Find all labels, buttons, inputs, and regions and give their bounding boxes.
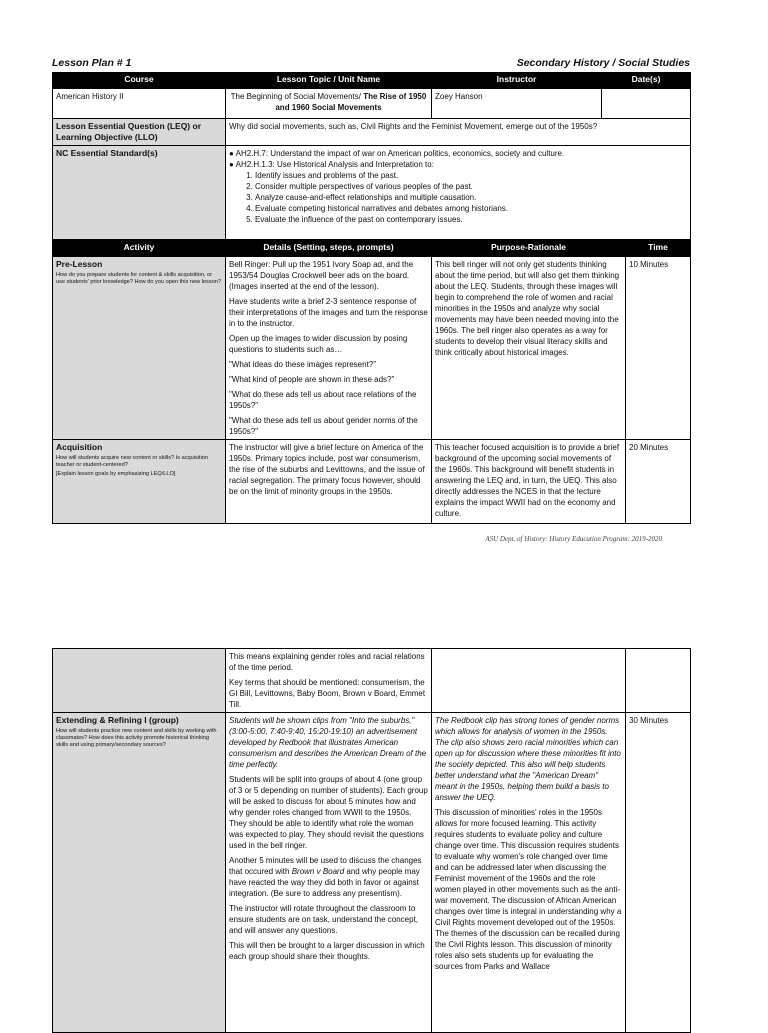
- activity-header-row: [53, 241, 691, 257]
- page-footer: ASU Dept. of History: History Education Program: 2019-2020: [485, 535, 662, 543]
- pre-lesson-row: [53, 257, 691, 440]
- acquisition-cell: [53, 440, 226, 524]
- pre-lesson-purpose: This bell ringer will not only get students thinking about the time period, but will also get them thinking about the LEQ. Students, through these images will begin to comprehend the role of women and racial minorities in the 1950s and analyze why social movements may have been needed moving into the 1960s. The bell ringer also operates as a way for students to develop their visual literacy skills and think critically about historical images.: [432, 257, 626, 440]
- activity-table-continued: [52, 648, 691, 1033]
- pre-lesson-time: 10 Minutes: [626, 257, 691, 440]
- course-value: American History II: [53, 89, 226, 119]
- extending-row: [53, 713, 691, 1033]
- time-header: Time: [626, 241, 691, 257]
- page-two: [52, 648, 690, 1033]
- detail-paragraph: "What do these ads tell us about gender norms of the 1950s?": [229, 416, 418, 436]
- detail-paragraph: "What do these ads tell us about race relations of the 1950s?": [229, 390, 417, 410]
- continued-row: [53, 649, 691, 713]
- activity-table: [52, 240, 691, 524]
- purpose-paragraph: This discussion of minorities' roles in the 1950s allows for more focused learning. This activity requires students to evaluate policy and culture change over time. This discussion requires students to evaluate why women's role changed over time and can be addressed later when discussing the Feminist movement of the 1960s and the role women played in other movements such as the anti-war movement. The discussion of African American changes over time is integral in understanding why a Civil Rights movement developed out of the 1950s. The themes of the discussion can be recalled during the Civil Rights lesson. This discussion of minority roles also sets students up for evaluating the sources from Parks and Wallace: [435, 808, 622, 971]
- standards-list: [229, 170, 687, 225]
- acquisition-details: The instructor will give a brief lecture on America of the 1950s. Primary topics include, post war consumerism, the rise of the suburbs and Levittowns, and the issue of racial segregation. The primary focus however, should be on the limit of minority groups in the 1950s.: [226, 440, 432, 524]
- pre-lesson-prompt: How do you prepare students for content & skills acquisition, or use students' prior knowledge? How do you open this new lesson?: [56, 272, 221, 286]
- instructor-header: Instructor: [432, 73, 602, 89]
- purpose-header: Purpose-Rationale: [432, 241, 626, 257]
- leq-text: Why did social movements, such as, Civil Rights and the Feminist Movement, emerge out of the 1950s?: [226, 119, 691, 146]
- detail-paragraph: Have students write a brief 2-3 sentence response of their interpretations of the images and turn the response in to the instructor.: [229, 297, 428, 328]
- page-header: [52, 56, 690, 72]
- activity-header: Activity: [53, 241, 226, 257]
- standard-item: 1. Identify issues and problems of the past.: [255, 170, 687, 181]
- acquisition-title: Acquisition: [56, 442, 103, 452]
- topic-value: [226, 89, 432, 119]
- standard-item: 3. Analyze cause-and-effect relationships and multiple causation.: [255, 192, 687, 203]
- pre-lesson-details: [226, 257, 432, 440]
- continued-details: [226, 649, 432, 713]
- details-header: Details (Setting, steps, prompts): [226, 241, 432, 257]
- lesson-info-table: [52, 72, 691, 240]
- subject-title: Secondary History / Social Studies: [516, 57, 690, 69]
- topic-header: Lesson Topic / Unit Name: [226, 73, 432, 89]
- course-header: Course: [53, 73, 226, 89]
- instructor-value: Zoey Hanson: [432, 89, 602, 119]
- standards-content: [226, 146, 691, 240]
- info-values-row: [53, 89, 691, 119]
- leq-row: [53, 119, 691, 146]
- detail-paragraph: "What ideas do these images represent?": [229, 360, 377, 369]
- continued-activity-cell: [53, 649, 226, 713]
- detail-paragraph: The instructor will rotate throughout the classroom to ensure students are on task, understand the concept, and will answer any questions.: [229, 904, 419, 935]
- standard-item: 2. Consider multiple perspectives of various peoples of the past.: [255, 181, 687, 192]
- continued-time: [626, 649, 691, 713]
- lesson-plan-number: Lesson Plan # 1: [52, 57, 132, 69]
- extending-time: 30 Minutes: [626, 713, 691, 1033]
- topic-bold: The Rise of 1950 and 1960 Social Movements: [275, 92, 427, 112]
- standard-item: 5. Evaluate the influence of the past on contemporary issues.: [255, 214, 687, 225]
- extending-cell: [53, 713, 226, 1033]
- standards-label: NC Essential Standard(s): [53, 146, 226, 240]
- acquisition-row: [53, 440, 691, 524]
- detail-paragraph: Students will be shown clips from "Into the suburbs," (3:00-5:00, 7:40-9:40, 15:20-19:10) an advertisement developed by Redbook that illustrates American consumerism and describes the American Dream of the time perfectly.: [229, 716, 427, 769]
- extending-prompt: How will students practice new content and skills by working with classmates? How does this activity promote historical thinking skills and using primary/secondary sources?: [56, 728, 217, 749]
- extending-purpose: [432, 713, 626, 1033]
- detail-paragraph: Key terms that should be mentioned: consumerism, the GI Bill, Levittowns, Baby Boom, Brown v Board, Emmet Till.: [229, 678, 426, 709]
- continued-purpose: [432, 649, 626, 713]
- standard-item: 4. Evaluate competing historical narratives and debates among historians.: [255, 203, 687, 214]
- detail-paragraph: This will then be brought to a larger discussion in which each group should share their thoughts.: [229, 941, 425, 961]
- leq-label: Lesson Essential Question (LEQ) or Learning Objective (LLO): [53, 119, 226, 146]
- acquisition-prompt: How will students acquire new content or skills? Is acquisition teacher or student-centered?: [56, 455, 209, 469]
- detail-text: and why people may have reacted the way they did both in favor or against integration. (Be sure to address any presentism).: [229, 867, 420, 898]
- detail-paragraph: "What kind of people are shown in these ads?": [229, 375, 395, 384]
- acquisition-prompt-goals: [Explain lesson goals by emphasizing LEQ/LLO]: [56, 471, 176, 478]
- detail-paragraph: Students will be split into groups of about 4 (one group of 3 or 5 depending on number of students). Each group will be asked to discuss for about 5 minutes how and why gender roles changed from WWII to the 1950s. They should be able to identify what role the woman was expected to play. They should revisit the questions used in the bell ringer.: [229, 775, 428, 850]
- extending-title: Extending & Refining I (group): [56, 715, 179, 725]
- extending-details: [226, 713, 432, 1033]
- detail-paragraph: [229, 855, 428, 899]
- detail-case-name: Brown v Board: [291, 867, 345, 876]
- detail-text: Another 5 minutes will be used to discuss the changes that occured with: [229, 856, 422, 876]
- standard-bullet: ● AH2.H.7: Understand the impact of war on American politics, economics, society and culture.: [229, 149, 565, 158]
- info-header-row: [53, 73, 691, 89]
- detail-paragraph: This means explaining gender roles and racial relations of the time period.: [229, 652, 425, 672]
- detail-paragraph: Open up the images to wider discussion by posing questions to students such as…: [229, 334, 408, 354]
- acquisition-time: 20 Minutes: [626, 440, 691, 524]
- page-one: [52, 56, 690, 524]
- pre-lesson-title: Pre-Lesson: [56, 259, 103, 269]
- dates-value: [602, 89, 691, 119]
- standards-bullets: [229, 148, 687, 170]
- acquisition-purpose: This teacher focused acquisition is to provide a brief background of the upcoming social movements of the 1960s. This background will benefit students in answering the LEQ and, in turn, the UEQ. This also directly addresses the NCES in that the lecture explains the impact WWII had on the economy and culture.: [432, 440, 626, 524]
- standard-bullet: ● AH2.H.1.3: Use Historical Analysis and Interpretation to:: [229, 160, 434, 169]
- detail-paragraph: Bell Ringer: Pull up the 1951 Ivory Soap ad, and the 1953/54 Douglas Crockwell beer ads on the board. (Images inserted at the end of the lesson).: [229, 260, 414, 291]
- standards-row: [53, 146, 691, 240]
- topic-plain: The Beginning of Social Movements/: [230, 92, 364, 101]
- dates-header: Date(s): [602, 73, 691, 89]
- pre-lesson-cell: [53, 257, 226, 440]
- purpose-paragraph: The Redbook clip has strong tones of gender norms which allows for analysis of women in the 1950s. The clip also shows zero racial minorities which can open up for discussion where these minorities fit into the society depicted. This also will help students better understand what the "American Dream" meant in the 1950s, helping them build a basis to answer the UEQ.: [435, 716, 621, 802]
